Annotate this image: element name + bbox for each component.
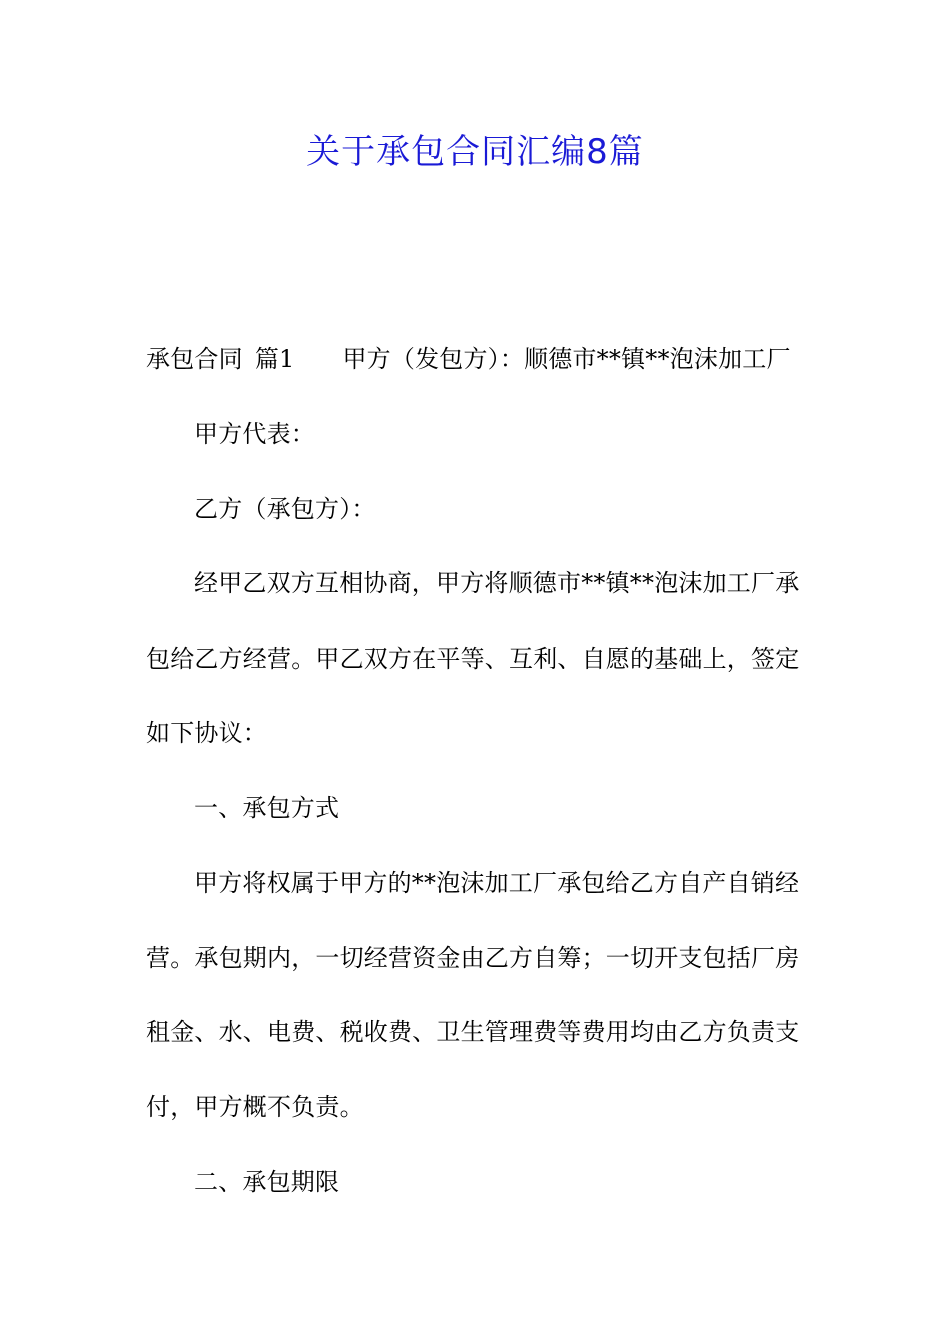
document-title: 关于承包合同汇编8篇	[306, 132, 644, 172]
contract-piece-label: 篇1	[254, 345, 295, 373]
paragraph-line: 营。承包期内，一切经营资金由乙方自筹；一切开支包括厂房	[146, 944, 800, 972]
paragraph-line: 经甲乙双方互相协商，甲方将顺德市**镇**泡沫加工厂承	[194, 569, 800, 597]
party-b-line: 乙方（承包方）：	[194, 495, 376, 523]
paragraph-line: 包给乙方经营。甲乙双方在平等、互利、自愿的基础上，签定	[146, 645, 800, 673]
party-a-line: 甲方（发包方）：顺德市**镇**泡沫加工厂	[342, 345, 791, 373]
party-a-representative: 甲方代表：	[194, 420, 315, 448]
section-heading: 二、承包期限	[194, 1168, 340, 1196]
contract-heading: 承包合同	[146, 345, 243, 373]
paragraph-line: 付，甲方概不负责。	[146, 1093, 364, 1121]
paragraph-line: 租金、水、电费、税收费、卫生管理费等费用均由乙方负责支	[146, 1018, 800, 1046]
paragraph-line: 甲方将权属于甲方的**泡沫加工厂承包给乙方自产自销经	[194, 869, 800, 897]
section-heading: 一、承包方式	[194, 794, 340, 822]
contract-first-line	[146, 341, 806, 377]
paragraph-line: 如下协议：	[146, 719, 267, 747]
